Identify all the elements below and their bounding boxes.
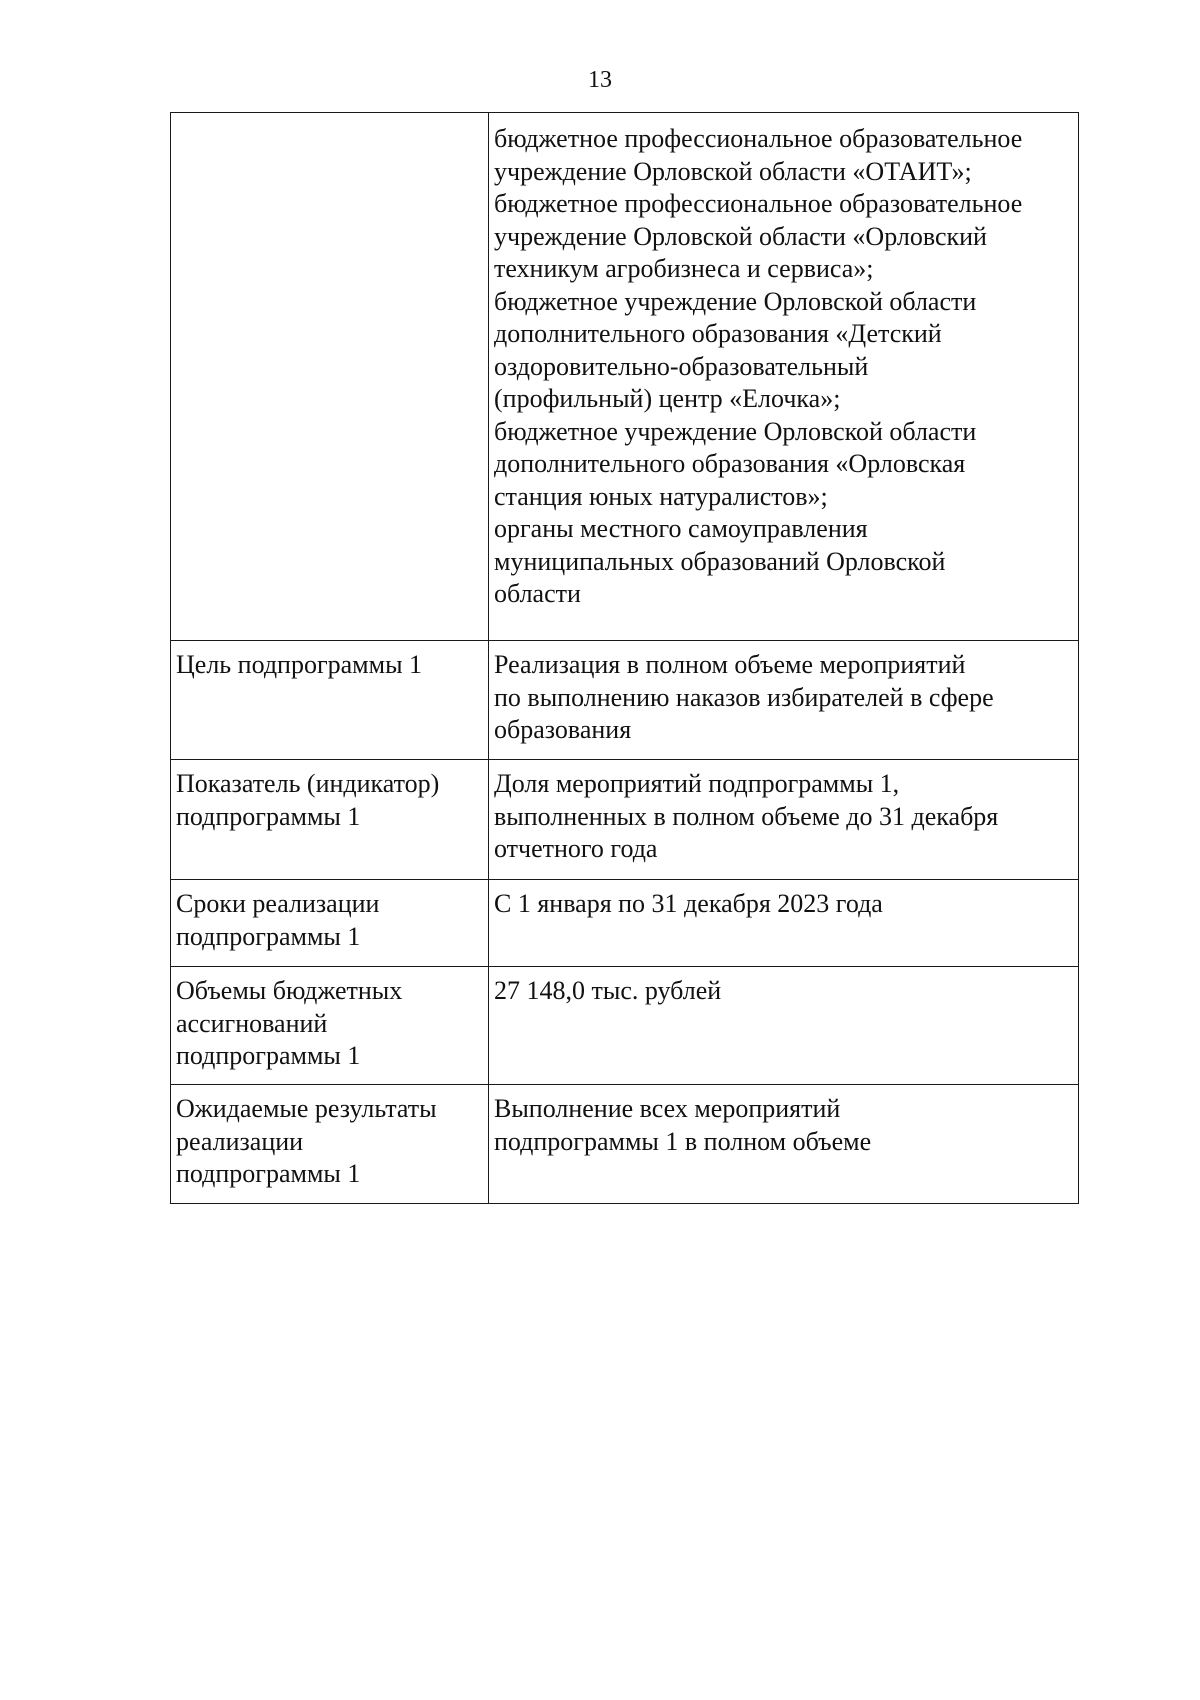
value-line: (профильный) центр «Елочка»; (494, 384, 841, 413)
value-line: муниципальных образований Орловской (494, 546, 946, 576)
subprogram-passport-table (170, 112, 1079, 1204)
label-cell-budget (171, 967, 489, 1085)
value-line: по выполнению наказов избирателей в сфере (494, 682, 994, 712)
value-line: образования (494, 715, 632, 744)
label-line: Объемы бюджетных (176, 976, 403, 1005)
label-line: Сроки реализации (176, 889, 380, 918)
value-cell-participants (489, 113, 1079, 641)
label-line: подпрограммы 1 (176, 801, 361, 831)
value-line: бюджетное учреждение Орловской области (494, 416, 977, 446)
label-cell-expected-results (171, 1085, 489, 1204)
value-line: учреждение Орловской области «ОТАИТ»; (494, 156, 972, 186)
table-row-expected-results (171, 1085, 1079, 1204)
value-line: органы местного самоуправления (494, 514, 868, 543)
value-cell-goal (489, 641, 1079, 760)
value-line: техникум агробизнеса и сервиса»; (494, 254, 874, 283)
value-line: бюджетное учреждение Орловской области (494, 286, 977, 316)
table-row-goal (171, 641, 1079, 760)
value-cell-timeline (489, 880, 1079, 967)
value-line: дополнительного образования «Орловская (494, 449, 966, 478)
value-line: 27 148,0 тыс. рублей (494, 976, 722, 1005)
value-line: области (494, 579, 581, 608)
label-line: подпрограммы 1 (176, 921, 361, 951)
label-cell-timeline (171, 880, 489, 967)
value-line: выполненных в полном объеме до 31 декабря (494, 801, 999, 831)
table-row-participants (171, 113, 1079, 641)
value-line: Реализация в полном объеме мероприятий (494, 650, 966, 679)
label-cell-participants (171, 113, 489, 641)
value-cell-budget (489, 967, 1079, 1085)
label-line: Цель подпрограммы 1 (176, 650, 423, 679)
value-line: отчетного года (494, 834, 658, 863)
label-line: реализации (176, 1126, 304, 1156)
label-line: Показатель (индикатор) (176, 769, 440, 798)
page-number: 13 (588, 67, 612, 93)
value-line: бюджетное профессиональное образовательное (494, 124, 1023, 153)
label-line: Ожидаемые результаты (176, 1094, 437, 1123)
table-row-indicator (171, 760, 1079, 880)
value-line: оздоровительно-образовательный (494, 351, 869, 381)
label-cell-indicator (171, 760, 489, 880)
value-line: подпрограммы 1 в полном объеме (494, 1126, 872, 1156)
value-line: Доля мероприятий подпрограммы 1, (494, 769, 900, 798)
label-line: подпрограммы 1 (176, 1041, 361, 1070)
label-cell-goal (171, 641, 489, 760)
value-cell-expected-results (489, 1085, 1079, 1204)
value-line: бюджетное профессиональное образовательное (494, 189, 1023, 218)
label-line: ассигнований (176, 1008, 328, 1038)
label-line: подпрограммы 1 (176, 1159, 361, 1188)
value-line: С 1 января по 31 декабря 2023 года (494, 889, 883, 918)
value-line: Выполнение всех мероприятий (494, 1094, 841, 1123)
table-row-timeline (171, 880, 1079, 967)
value-line: станция юных натуралистов»; (494, 481, 828, 511)
value-line: дополнительного образования «Детский (494, 319, 942, 348)
table-row-budget (171, 967, 1079, 1085)
value-cell-indicator (489, 760, 1079, 880)
value-line: учреждение Орловской области «Орловский (494, 221, 987, 251)
